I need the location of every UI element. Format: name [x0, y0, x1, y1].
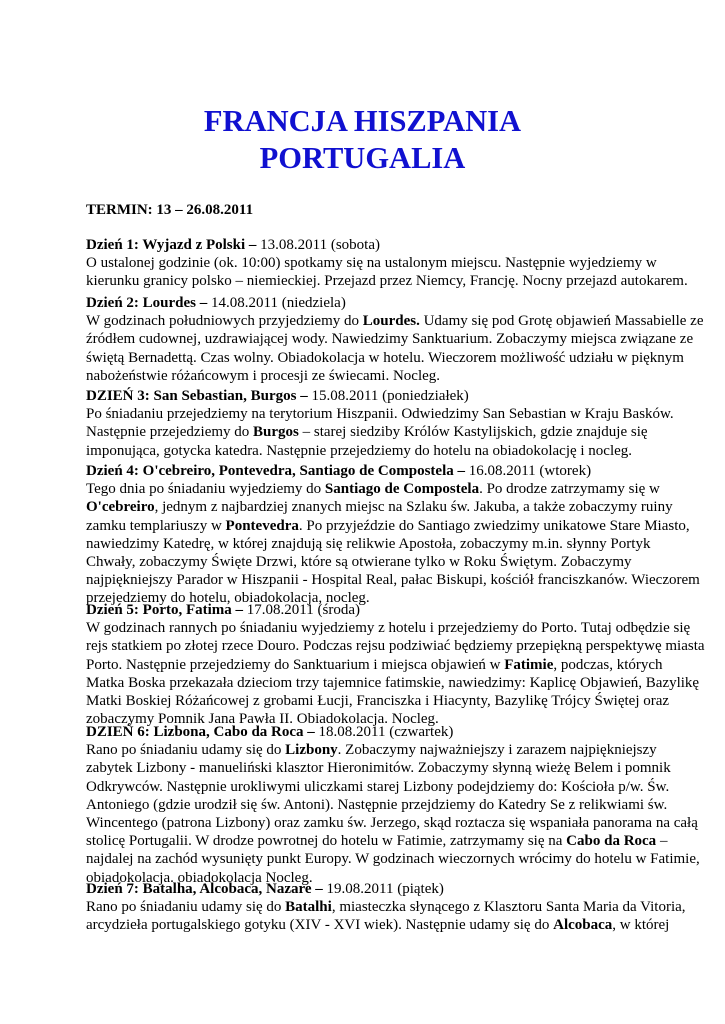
- text-segment: . Zobaczymy najważniejszy i zarazem najpiękniejszy: [337, 742, 657, 759]
- place-name-bold: Alcobaca: [553, 917, 613, 934]
- day-heading-line: [86, 236, 656, 254]
- day-text-line: [86, 405, 674, 423]
- day-text-line: [86, 759, 671, 777]
- place-name-bold: Batalhi: [285, 899, 332, 916]
- text-segment: Następnie przejedziemy do: [86, 424, 254, 441]
- text-segment: W godzinach rannych po śniadaniu wyjedziemy z hotelu i przejedziemy do Porto. Tutaj odbędzie się: [86, 620, 691, 637]
- place-name-bold: Lizbony: [285, 742, 338, 759]
- day-text-line: [86, 480, 660, 498]
- day-date: 17.08.2011 (środa): [246, 602, 360, 618]
- place-name-bold: Burgos: [253, 424, 299, 441]
- text-segment: , miasteczka słynącego z Klasztoru Santa Maria da Vitoria,: [331, 899, 686, 916]
- day-text-line: [86, 656, 663, 674]
- termin-line: TERMIN: 13 – 26.08.2011: [86, 202, 254, 218]
- text-segment: źródłem cudownej, uzdrawiającej wody. Nawiedzimy Sanktuarium. Zobaczymy miejsca związane ze: [86, 331, 694, 348]
- text-segment: , jednym z najbardziej znanych miejsc na Szlaku św. Jakuba, a także zobaczymy ruiny: [154, 499, 673, 516]
- day-date: 18.08.2011 (czwartek): [318, 724, 454, 740]
- text-segment: stolicę Portugalii. W drodze powrotnej do hotelu w Fatimie, zatrzymamy się na: [86, 833, 567, 850]
- text-segment: zabytek Lizbony - manueliński klasztor Hieronimitów. Zobaczymy słynną wieżę Belem i pomnik: [86, 760, 671, 777]
- day-text-line: [86, 850, 700, 868]
- place-name-bold: O'cebreiro: [86, 499, 155, 516]
- day-text-line: [86, 692, 670, 710]
- text-segment: W godzinach południowych przyjedziemy do: [86, 313, 363, 330]
- place-name-bold: Cabo da Roca: [566, 833, 657, 850]
- day-text-line: [86, 272, 688, 290]
- day-text-line: [86, 553, 656, 571]
- text-segment: Antoniego (gdzie urodził się św. Antoni). Następnie przejdziemy do Katedry Se z relikwiami św.: [86, 796, 668, 813]
- place-name-bold: Pontevedra: [225, 517, 299, 534]
- day-section-6: [86, 723, 700, 887]
- text-segment: arcydzieła portugalskiego gotyku (XIV - XVI wiek). Następnie udamy się do: [86, 917, 554, 934]
- place-name-bold: Fatimie: [504, 656, 554, 673]
- day-heading: Dzień 2: Lourdes –: [86, 295, 211, 311]
- day-text-line: [86, 571, 700, 589]
- day-date: 15.08.2011 (poniedziałek): [311, 388, 469, 404]
- text-segment: Odkrywców. Następnie urokliwymi uliczkami starej Lizbony podejdziemy do: Kościoła p/w. Św.: [86, 778, 670, 795]
- text-segment: nawiedzimy Katedrę, w której znajdują się relikwie Apostoła, zobaczymy m.in. słynny Portyk: [86, 535, 651, 552]
- day-section-3: [86, 387, 674, 460]
- text-segment: najdalej na zachód wysunięty punkt Europy. W godzinach wieczornych wrócimy do hotelu w Fatimie,: [86, 851, 700, 868]
- day-text-line: [86, 796, 668, 814]
- day-heading: Dzień 1: Wyjazd z Polski –: [86, 237, 261, 253]
- place-name-bold: Santiago de Compostela: [324, 481, 480, 498]
- text-segment: Rano po śniadaniu udamy się do: [86, 899, 286, 916]
- day-heading-line: [86, 387, 656, 405]
- day-text-line: [86, 442, 656, 460]
- day-heading: Dzień 5: Porto, Fatima –: [86, 602, 247, 618]
- text-segment: Udamy się pod Grotę objawień Massabielle ze: [419, 313, 704, 330]
- document-title-line1: FRANCJA HISZPANIA: [203, 104, 522, 138]
- day-text-line: [86, 254, 656, 272]
- text-segment: –: [656, 833, 668, 850]
- text-segment: . Po drodze zatrzymamy się w: [479, 481, 660, 498]
- day-text-line: [86, 778, 670, 796]
- text-segment: nabożeństwie różańcowym i procesji ze świecami. Nocleg.: [86, 367, 441, 384]
- text-segment: zamku templariuszy w: [86, 517, 226, 534]
- day-text-line: [86, 898, 686, 916]
- day-text-line: [86, 423, 656, 441]
- text-segment: kierunku granicy polsko – niemieckiej. Przejazd przez Niemcy, Francję. Nocny przejazd autokarem.: [86, 273, 688, 290]
- text-segment: rejs statkiem po złotej rzece Douro. Podczas rejsu podziwiać będziemy przepiękną perspektywę miasta: [86, 638, 705, 655]
- day-date: 16.08.2011 (wtorek): [468, 463, 592, 479]
- text-segment: Chwały, zobaczymy Święte Drzwi, które są otwierane tylko w Roku Świętym. Zobaczymy: [86, 554, 632, 571]
- text-segment: Porto. Następnie przejedziemy do Sanktuarium i miejsca objawień w: [86, 656, 505, 673]
- day-text-line: [86, 330, 694, 348]
- day-heading-line: [86, 294, 656, 312]
- text-segment: obiadokolacja. obiadokolacja Nocleg.: [86, 869, 313, 886]
- text-segment: – starej siedziby Królów Kastylijskich, gdzie znajduje się: [298, 424, 648, 441]
- day-heading-line: [86, 723, 656, 741]
- text-segment: Wincentego (patrona Lizbony) oraz zamku św. Jerzego, skąd roztacza się wspaniała panorama na całą: [86, 815, 698, 832]
- day-date: 13.08.2011 (sobota): [260, 237, 381, 253]
- text-segment: zobaczymy Pomnik Jana Pawła II. Obiadokolacja. Nocleg.: [86, 711, 439, 728]
- day-text-line: [86, 916, 670, 934]
- day-heading: Dzień 7: Batalha, Alcobaca, Nazare –: [86, 881, 327, 897]
- day-text-line: [86, 637, 705, 655]
- text-segment: Rano po śniadaniu udamy się do: [86, 742, 286, 759]
- day-section-7: [86, 880, 686, 935]
- day-heading-line: [86, 601, 656, 619]
- day-text-line: [86, 367, 656, 385]
- text-segment: , w której: [612, 917, 670, 934]
- day-text-line: [86, 741, 656, 759]
- day-text-line: [86, 619, 691, 637]
- day-text-line: [86, 674, 700, 692]
- text-segment: imponująca, gotycka katedra. Następnie przejedziemy do hotelu na obiadokolację i nocleg.: [86, 442, 633, 459]
- text-segment: Tego dnia po śniadaniu wyjedziemy do: [86, 481, 325, 498]
- day-section-4: [86, 462, 700, 608]
- day-section-1: [86, 236, 688, 291]
- day-section-5: [86, 601, 705, 728]
- day-text-line: [86, 498, 673, 516]
- text-segment: najpiękniejszy Parador w Hiszpanii - Hospital Real, pałac Biskupi, kościół franciszkanów. Wieczorem: [86, 572, 700, 589]
- day-text-line: [86, 517, 690, 535]
- text-segment: . Po przyjeździe do Santiago zwiedzimy unikatowe Stare Miasto,: [298, 517, 690, 534]
- text-segment: przejedziemy do hotelu, obiadokolacja, nocleg.: [86, 590, 370, 607]
- text-segment: Matka Boska przekazała dzieciom trzy tajemnice fatimskie, nawiedzimy: Kaplicę Objawień, Bazylikę: [86, 674, 700, 691]
- place-name-bold: Lourdes.: [362, 313, 420, 330]
- text-segment: Po śniadaniu przejedziemy na terytorium Hiszpanii. Odwiedzimy San Sebastian w Kraju Basków.: [86, 406, 674, 423]
- day-text-line: [86, 535, 656, 553]
- day-heading-line: [86, 462, 656, 480]
- text-segment: świętą Bernadettą. Czas wolny. Obiadokolacja w hotelu. Wieczorem możliwość udziału w pięknym: [86, 349, 684, 366]
- text-segment: O ustalonej godzinie (ok. 10:00) spotkamy się na ustalonym miejscu. Następnie wyjedziemy w: [86, 255, 657, 272]
- text-segment: Matki Boskiej Różańcowej z grobami Łucji, Franciszka i Hiacynty, Bazylikę Trójcy Świętej oraz: [86, 693, 670, 710]
- day-text-line: [86, 312, 704, 330]
- day-heading: DZIEŃ 3: San Sebastian, Burgos –: [86, 388, 312, 404]
- text-segment: , podczas, których: [553, 656, 663, 673]
- day-date: 14.08.2011 (niedziela): [211, 295, 346, 311]
- day-section-2: [86, 294, 704, 385]
- day-heading-line: [86, 880, 656, 898]
- day-text-line: [86, 832, 668, 850]
- document-title-line2: PORTUGALIA: [259, 141, 466, 175]
- day-heading: DZIEŃ 6: Lizbona, Cabo da Roca –: [86, 724, 319, 740]
- day-heading: Dzień 4: O'cebreiro, Pontevedra, Santiago de Compostela –: [86, 463, 469, 479]
- day-text-line: [86, 349, 684, 367]
- day-text-line: [86, 814, 698, 832]
- day-date: 19.08.2011 (piątek): [326, 881, 444, 897]
